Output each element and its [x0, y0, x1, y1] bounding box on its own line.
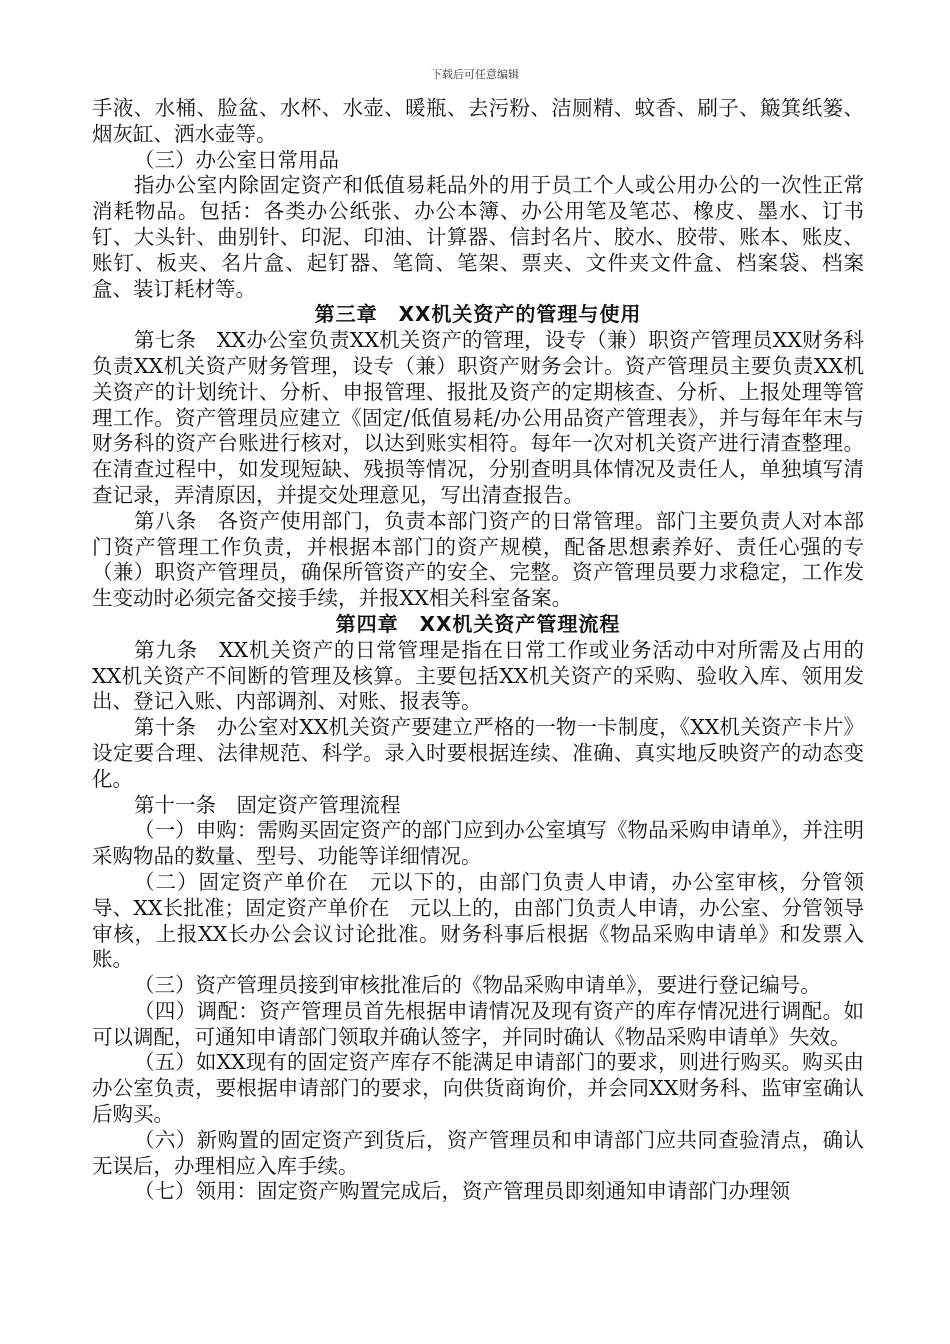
document-body [92, 96, 864, 1205]
paragraph: （七）领用：固定资产购置完成后，资产管理员即刻通知申请部门办理领 [134, 1179, 790, 1204]
paragraph: （三）办公室日常用品 [134, 147, 339, 172]
paragraph: （二）固定资产单价在 元以下的，由部门负责人申请，办公室审核，分管领导、XX长批准；固定资产单价在 元以上的，由部门负责人申请，办公室、分管领导审核，上报XX长办公会议讨论批准。财务科事后根据《物品采购申请单》和发票入账。 [92, 869, 864, 972]
paragraph: 第八条 各资产使用部门，负责本部门资产的日常管理。部门主要负责人对本部门资产管理工作负责，并根据本部门的资产规模，配备思想素养好、责任心强的专（兼）职资产管理员，确保所管资产的安全、完整。资产管理员要力求稳定，工作发生变动时必须完备交接手续，并报XX相关科室备案。 [92, 508, 864, 611]
paragraph: （六）新购置的固定资产到货后，资产管理员和申请部门应共同查验清点，确认无误后，办理相应入库手续。 [92, 1127, 864, 1178]
paragraph: 手液、水桶、脸盆、水杯、水壶、暖瓶、去污粉、洁厕精、蚊香、刷子、簸箕纸篓、烟灰缸、洒水壶等。 [92, 96, 864, 146]
paragraph: 指办公室内除固定资产和低值易耗品外的用于员工个人或公用办公的一次性正常消耗物品。包括：各类办公纸张、办公本簿、办公用笔及笔芯、橡皮、墨水、订书钉、大头针、曲别针、印泥、印油、计算器、信封名片、胶水、胶带、账本、账皮、账钉、板夹、名片盒、起钉器、笔筒、笔架、票夹、文件夹文件盒、档案袋、档案盒、装订耗材等。 [92, 173, 864, 301]
paragraph: （一）申购：需购买固定资产的部门应到办公室填写《物品采购申请单》，并注明采购物品的数量、型号、功能等详细情况。 [92, 818, 864, 869]
paragraph: 第七条 XX办公室负责XX机关资产的管理，设专（兼）职资产管理员XX财务科负责XX机关资产财务管理，设专（兼）职资产财务会计。资产管理员主要负责XX机关资产的计划统计、分析、申报管理、报批及资产的定期核查、分析、上报处理等管理工作。资产管理员应建立《固定/低值易耗/办公用品资产管理表》，并与每年年末与财务科的资产台账进行核对，以达到账实相符。每年一次对机关资产进行清查整理。在清查过程中，如发现短缺、残损等情况，分别查明具体情况及责任人，单独填写清查记录，弄清原因，并提交处理意见，写出清查报告。 [92, 328, 864, 507]
page-header-note: 下载后可任意编辑 [431, 68, 519, 81]
paragraph: 第十一条 固定资产管理流程 [134, 792, 401, 817]
paragraph: （四）调配：资产管理员首先根据申请情况及现有资产的库存情况进行调配。如可以调配，可通知申请部门领取并确认签字，并同时确认《物品采购申请单》失效。 [92, 998, 864, 1049]
paragraph: （三）资产管理员接到审核批准后的《物品采购申请单》，要进行登记编号。 [134, 973, 821, 998]
paragraph: （五）如XX现有的固定资产库存不能满足申请部门的要求，则进行购买。购买由办公室负责，要根据申请部门的要求，向供货商询价，并会同XX财务科、监审室确认后购买。 [92, 1050, 864, 1127]
chapter-heading: 第三章 XX机关资产的管理与使用 [314, 302, 642, 327]
paragraph: 第九条 XX机关资产的日常管理是指在日常工作或业务活动中对所需及占用的XX机关资产不间断的管理及核算。主要包括XX机关资产的采购、验收入库、领用发出、登记入账、内部调剂、对账、报表等。 [92, 637, 864, 714]
paragraph: 第十条 办公室对XX机关资产要建立严格的一物一卡制度，《XX机关资产卡片》设定要合理、法律规范、科学。录入时要根据连续、准确、真实地反映资产的动态变化。 [92, 715, 864, 791]
chapter-heading: 第四章 XX机关资产管理流程 [335, 611, 621, 636]
